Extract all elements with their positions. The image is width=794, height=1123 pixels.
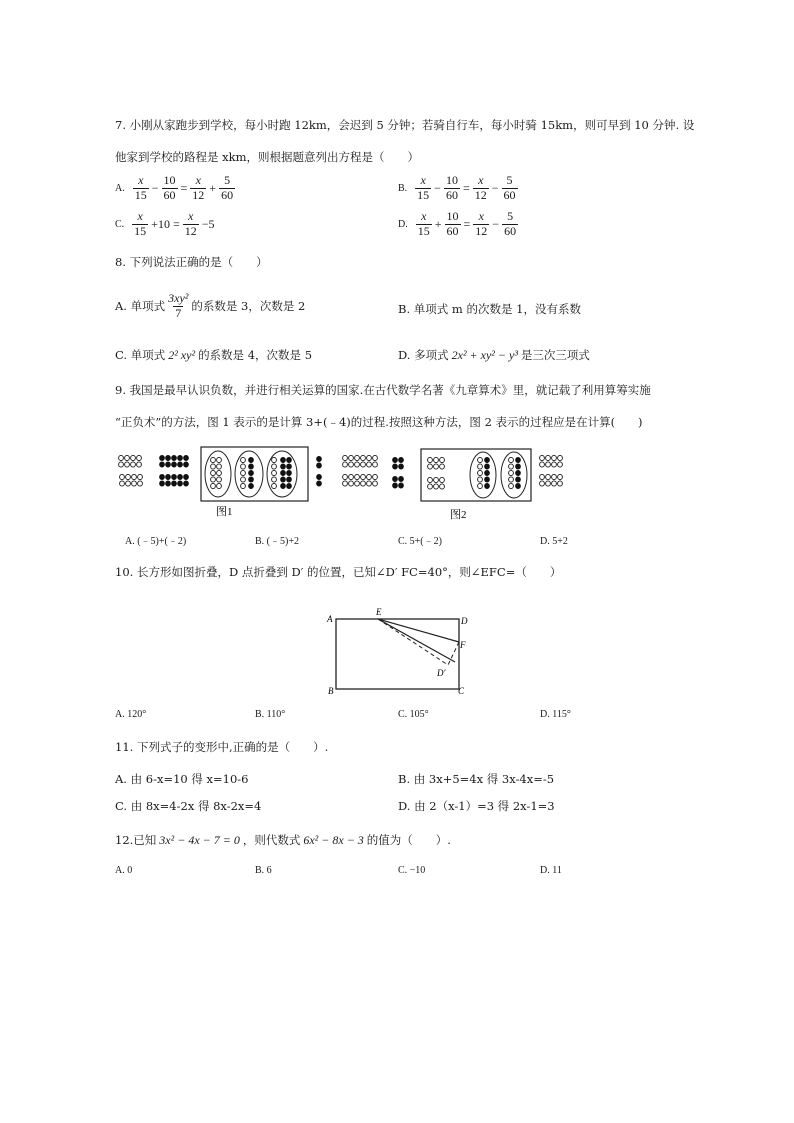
q7-stem-line2: 他家到学校的路程是 xkm，则根据题意列出方程是（ ） — [115, 150, 420, 164]
negative-rod — [516, 483, 521, 488]
fig2-positive-group — [343, 455, 378, 467]
negative-rod — [184, 455, 189, 460]
positive-rod — [540, 481, 545, 486]
point-a-label: A — [327, 614, 333, 624]
negative-rod — [393, 457, 398, 462]
positive-rod — [137, 462, 142, 467]
negative-rod — [249, 457, 254, 462]
q7-stem-line1: 7. 小刚从家跑步到学校，每小时跑 12km，会迟到 5 分钟；若骑自行车，每小时骑 15km，则可早到 10 分钟. 设 — [115, 118, 695, 132]
positive-rod — [272, 470, 277, 475]
negative-rod — [281, 483, 286, 488]
q9-stem-line1: 9. 我国是最早认识负数，并进行相关运算的国家.在古代数学名著《九章算术》里，就记载了利用算筹实施 — [115, 383, 651, 397]
q12-option-a[interactable]: A. 0 — [115, 865, 133, 876]
q9-option-a[interactable]: A. (﹣5)+(﹣2) — [125, 536, 187, 547]
q8-option-d[interactable]: D. 多项式 2x² + xy² − y³ 是三次三项式 — [398, 347, 590, 362]
negative-rod — [184, 462, 189, 467]
positive-rod — [509, 457, 514, 462]
positive-rod — [478, 457, 483, 462]
negative-rod — [287, 477, 292, 482]
negative-rod — [393, 476, 398, 481]
positive-rod — [509, 470, 514, 475]
negative-rod — [485, 464, 490, 469]
negative-rod — [399, 476, 404, 481]
positive-rod — [241, 464, 246, 469]
negative-rod — [516, 470, 521, 475]
positive-rod — [132, 481, 137, 486]
point-c-label: C — [458, 686, 465, 696]
positive-rod — [272, 477, 277, 482]
fig1-negative-group — [160, 455, 189, 467]
negative-rod — [249, 477, 254, 482]
positive-rod — [211, 483, 216, 488]
counting-rods-figure — [112, 445, 572, 525]
negative-rod — [317, 481, 322, 486]
q7-option-b[interactable]: B. $\frac{x}{15}$ − $\frac{10}{60}$ = $\frac{x}{12}$ − $\frac{5}{60}$ — [398, 173, 516, 202]
positive-rod — [132, 474, 137, 479]
negative-rod — [172, 481, 177, 486]
positive-rod — [434, 477, 439, 482]
positive-rod — [355, 474, 360, 479]
positive-rod — [540, 474, 545, 479]
negative-rod — [281, 470, 286, 475]
positive-rod — [367, 462, 372, 467]
positive-rod — [478, 464, 483, 469]
positive-rod — [217, 470, 222, 475]
negative-rod — [249, 470, 254, 475]
positive-rod — [211, 477, 216, 482]
q11-option-c[interactable]: C. 由 8x=4-2x 得 8x-2x=4 — [115, 799, 262, 813]
positive-rod — [126, 481, 131, 486]
segment-ed-prime — [378, 619, 448, 665]
positive-rod — [552, 481, 557, 486]
fig2-box-positive — [428, 457, 445, 469]
q9-option-d[interactable]: D. 5+2 — [540, 536, 568, 547]
positive-rod — [355, 455, 360, 460]
negative-rod — [160, 474, 165, 479]
negative-rod — [172, 474, 177, 479]
positive-rod — [131, 455, 136, 460]
positive-rod — [241, 477, 246, 482]
fig1-circle3-rods-filled — [281, 457, 292, 488]
q8-stem: 8. 下列说法正确的是（ ） — [115, 255, 268, 269]
positive-rod — [373, 474, 378, 479]
positive-rod — [373, 455, 378, 460]
positive-rod — [349, 481, 354, 486]
positive-rod — [120, 481, 125, 486]
negative-rod — [287, 470, 292, 475]
fig1-circle3-rods-open — [272, 457, 277, 488]
positive-rod — [343, 462, 348, 467]
negative-rod — [399, 483, 404, 488]
fig1-circle2-rods-open — [241, 457, 246, 488]
q12-stem: 12.已知 3x² − 4x − 7 = 0 ，则代数式 6x² − 8x − 3 的值为（ ）. — [115, 832, 451, 847]
negative-rod — [399, 457, 404, 462]
point-f-label: F — [460, 640, 466, 650]
point-e-label: E — [376, 607, 382, 617]
positive-rod — [509, 483, 514, 488]
positive-rod — [434, 457, 439, 462]
positive-rod — [428, 457, 433, 462]
q10-stem: 10. 长方形如图折叠，D 点折叠到 D′ 的位置，已知∠D′ FC=40°，则∠EFC=（ ） — [115, 565, 562, 579]
fig1-result-rods-1 — [317, 456, 322, 468]
fig1-label: 图1 — [216, 506, 233, 518]
positive-rod — [211, 457, 216, 462]
positive-rod — [361, 455, 366, 460]
positive-rod — [478, 483, 483, 488]
segment-ed — [378, 619, 455, 662]
positive-rod — [272, 483, 277, 488]
negative-rod — [399, 464, 404, 469]
positive-rod — [558, 474, 563, 479]
positive-rod — [509, 464, 514, 469]
fig2-box — [421, 449, 531, 501]
fig1-positive-group-2 — [120, 474, 143, 486]
positive-rod — [131, 462, 136, 467]
positive-rod — [343, 474, 348, 479]
positive-rod — [343, 455, 348, 460]
negative-rod — [166, 474, 171, 479]
positive-rod — [138, 481, 143, 486]
positive-rod — [428, 464, 433, 469]
q10-option-b[interactable]: B. 110° — [255, 709, 286, 720]
negative-rod — [485, 477, 490, 482]
negative-rod — [485, 457, 490, 462]
negative-rod — [249, 464, 254, 469]
negative-rod — [485, 470, 490, 475]
fig2-result-rods — [540, 455, 563, 467]
q8-option-b[interactable]: B. 单项式 m 的次数是 1，没有系数 — [398, 302, 581, 316]
fig2-circle2-open — [509, 457, 514, 488]
positive-rod — [119, 462, 124, 467]
fig2-circle1-open — [478, 457, 483, 488]
positive-rod — [349, 455, 354, 460]
negative-rod — [178, 481, 183, 486]
q10-option-d[interactable]: D. 115° — [540, 709, 571, 720]
positive-rod — [434, 464, 439, 469]
positive-rod — [373, 481, 378, 486]
fig2-circle-2 — [501, 452, 527, 498]
q7-option-a[interactable]: A. $\frac{x}{15}$ − $\frac{10}{60}$ = $\frac{x}{12}$ + $\frac{5}{60}$ — [115, 173, 234, 202]
positive-rod — [211, 470, 216, 475]
positive-rod — [217, 483, 222, 488]
positive-rod — [440, 464, 445, 469]
positive-rod — [478, 477, 483, 482]
positive-rod — [217, 457, 222, 462]
negative-rod — [178, 455, 183, 460]
positive-rod — [125, 462, 130, 467]
positive-rod — [211, 464, 216, 469]
negative-rod — [184, 481, 189, 486]
negative-rod — [317, 474, 322, 479]
q11-option-a[interactable]: A. 由 6-x=10 得 x=10-6 — [115, 772, 249, 786]
negative-rod — [516, 477, 521, 482]
point-b-label: B — [328, 686, 334, 696]
positive-rod — [349, 474, 354, 479]
negative-rod — [166, 481, 171, 486]
negative-rod — [393, 464, 398, 469]
negative-rod — [160, 462, 165, 467]
folded-rectangle-diagram — [322, 602, 472, 698]
fig2-result-rods-2 — [540, 474, 563, 486]
negative-rod — [249, 483, 254, 488]
negative-rod — [184, 474, 189, 479]
positive-rod — [241, 457, 246, 462]
fig2-circle2-filled — [516, 457, 521, 488]
negative-rod — [160, 455, 165, 460]
q12-option-c[interactable]: C. −10 — [398, 865, 426, 876]
positive-rod — [428, 484, 433, 489]
positive-rod — [138, 474, 143, 479]
fig1-result-rods-2 — [317, 474, 322, 486]
negative-rod — [281, 457, 286, 462]
q11-stem: 11. 下列式子的变形中,正确的是（ ）. — [115, 740, 329, 754]
q9-option-c[interactable]: C. 5+(﹣2) — [398, 536, 442, 547]
fig2-label: 图2 — [450, 509, 467, 521]
negative-rod — [516, 457, 521, 462]
positive-rod — [125, 455, 130, 460]
positive-rod — [552, 474, 557, 479]
positive-rod — [272, 464, 277, 469]
fig2-circle-1 — [470, 452, 496, 498]
q11-option-b[interactable]: B. 由 3x+5=4x 得 3x-4x=-5 — [398, 772, 555, 786]
fig2-negative-group-2 — [393, 476, 404, 488]
positive-rod — [355, 462, 360, 467]
fig1-positive-group — [119, 455, 142, 467]
positive-rod — [558, 455, 563, 460]
positive-rod — [367, 481, 372, 486]
positive-rod — [540, 462, 545, 467]
negative-rod — [281, 464, 286, 469]
positive-rod — [137, 455, 142, 460]
positive-rod — [440, 457, 445, 462]
negative-rod — [317, 456, 322, 461]
positive-rod — [367, 474, 372, 479]
negative-rod — [172, 462, 177, 467]
negative-rod — [317, 463, 322, 468]
positive-rod — [558, 462, 563, 467]
positive-rod — [558, 481, 563, 486]
fig1-circle1-rods — [211, 457, 222, 488]
negative-rod — [393, 483, 398, 488]
positive-rod — [478, 470, 483, 475]
fig2-circle1-filled — [485, 457, 490, 488]
negative-rod — [516, 464, 521, 469]
positive-rod — [552, 462, 557, 467]
q7-option-d[interactable]: D. $\frac{x}{15}$ + $\frac{10}{60}$ = $\frac{x}{12}$ − $\frac{5}{60}$ — [398, 209, 517, 238]
positive-rod — [546, 455, 551, 460]
negative-rod — [281, 477, 286, 482]
positive-rod — [361, 474, 366, 479]
positive-rod — [355, 481, 360, 486]
fig1-negative-group-2 — [160, 474, 189, 486]
positive-rod — [217, 464, 222, 469]
negative-rod — [160, 481, 165, 486]
positive-rod — [361, 481, 366, 486]
q9-option-b[interactable]: B. (﹣5)+2 — [255, 536, 299, 547]
positive-rod — [217, 477, 222, 482]
q11-option-d[interactable]: D. 由 2（x-1）=3 得 2x-1=3 — [398, 799, 555, 813]
positive-rod — [241, 470, 246, 475]
positive-rod — [119, 455, 124, 460]
negative-rod — [287, 457, 292, 462]
q12-option-d[interactable]: D. 11 — [540, 865, 562, 876]
fig2-box-positive-2 — [428, 477, 445, 489]
negative-rod — [178, 474, 183, 479]
negative-rod — [287, 464, 292, 469]
positive-rod — [373, 462, 378, 467]
positive-rod — [509, 477, 514, 482]
fig1-circle2-rods-filled — [249, 457, 254, 488]
positive-rod — [120, 474, 125, 479]
q8-option-a[interactable]: A. 单项式 $\frac{\text{3xy²}}{7}$ 的系数是 3，次数是 2 — [115, 291, 306, 320]
negative-rod — [485, 483, 490, 488]
point-d-prime-label: D′ — [437, 668, 446, 678]
q10-option-a[interactable]: A. 120° — [115, 709, 147, 720]
positive-rod — [349, 462, 354, 467]
positive-rod — [126, 474, 131, 479]
positive-rod — [241, 483, 246, 488]
point-d-label: D — [461, 616, 468, 626]
positive-rod — [540, 455, 545, 460]
negative-rod — [166, 455, 171, 460]
negative-rod — [166, 462, 171, 467]
q10-option-c[interactable]: C. 105° — [398, 709, 429, 720]
positive-rod — [546, 462, 551, 467]
positive-rod — [343, 481, 348, 486]
positive-rod — [428, 477, 433, 482]
positive-rod — [440, 484, 445, 489]
q12-option-b[interactable]: B. 6 — [255, 865, 272, 876]
q9-stem-line2: “正负术”的方法，图 1 表示的是计算 3+(﹣4)的过程.按照这种方法，图 2 表示的过程应是在计算( ) — [115, 415, 643, 429]
negative-rod — [172, 455, 177, 460]
fig2-positive-group-2 — [343, 474, 378, 486]
negative-rod — [287, 483, 292, 488]
positive-rod — [546, 481, 551, 486]
fold-line-ef — [378, 619, 459, 642]
positive-rod — [272, 457, 277, 462]
fig2-negative-group — [393, 457, 404, 469]
positive-rod — [440, 477, 445, 482]
positive-rod — [361, 462, 366, 467]
positive-rod — [434, 484, 439, 489]
q8-option-c[interactable]: C. 单项式 2² xy² 的系数是 4，次数是 5 — [115, 347, 313, 362]
positive-rod — [552, 455, 557, 460]
positive-rod — [367, 455, 372, 460]
negative-rod — [178, 462, 183, 467]
q7-option-c[interactable]: C. $\frac{x}{15}$ +10 = $\frac{x}{12}$ −5 — [115, 209, 215, 238]
positive-rod — [546, 474, 551, 479]
